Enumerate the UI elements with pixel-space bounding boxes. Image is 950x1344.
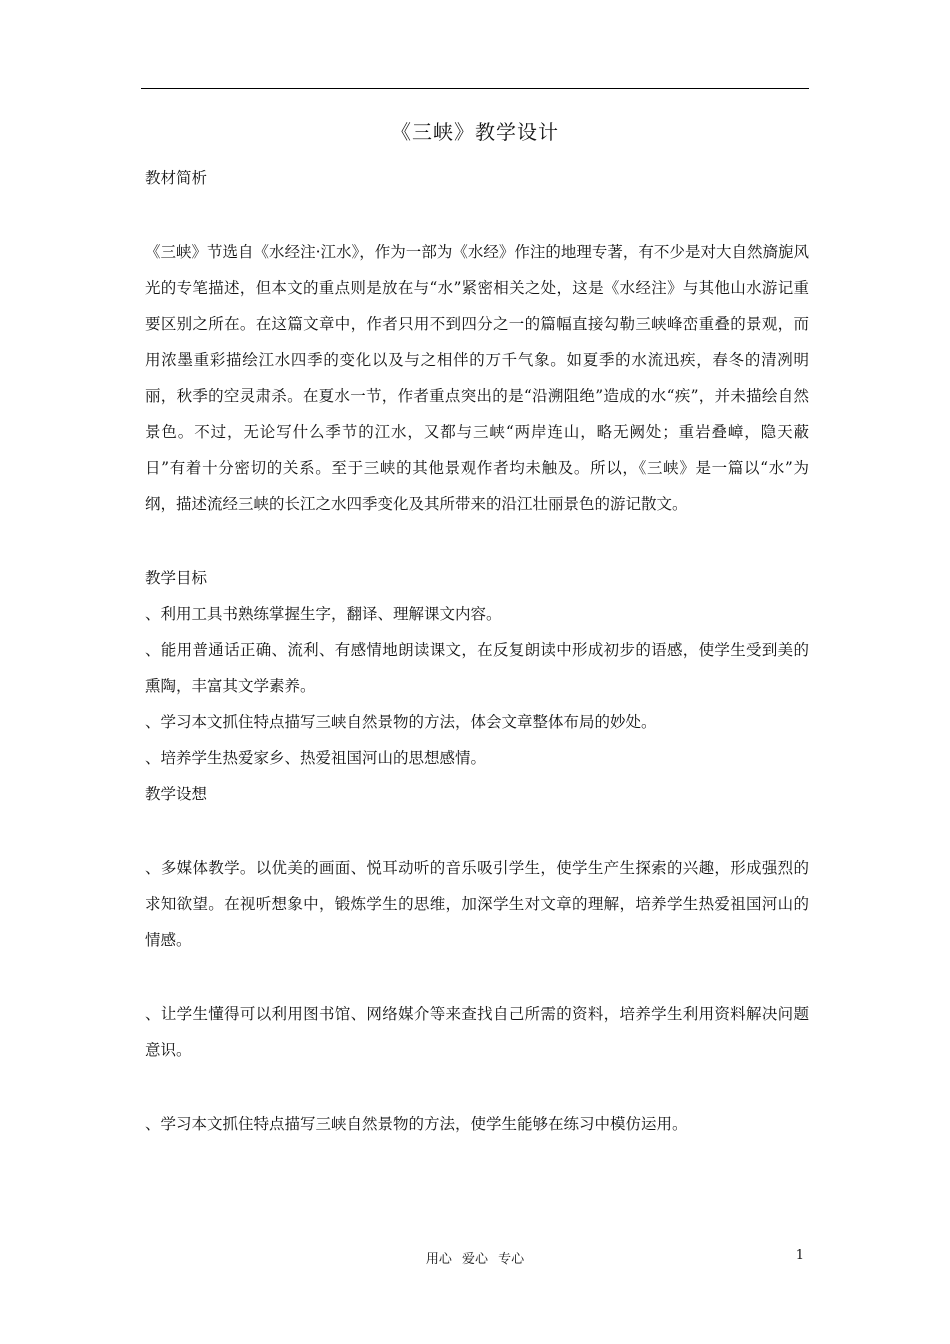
goal-item: 、学习本文抓住特点描写三峡自然景物的方法，体会文章整体布局的妙处。 xyxy=(145,713,657,731)
analysis-paragraph: 《三峡》节选自《水经注·江水》，作为一部为《水经》作注的地理专著，有不少是对大自然旖旎风光的专笔描述，但本文的重点则是放在与“水”紧密相关之处，这是《水经注》与其他山水游记重要区别之所在。在这篇文章中，作者只用不到四分之一的篇幅直接勾勒三峡峰峦重叠的景观，而用浓墨重彩描绘江水四季的变化以及与之相伴的万千气象。如夏季的水流迅疾，春冬的清冽明丽，秋季的空灵肃杀。在夏水一节，作者重点突出的是“沿溯阻绝”造成的水“疾”，并未描绘自然景色。不过，无论写什么季节的江水，又都与三峡“两岸连山，略无阙处；重岩叠嶂，隐天蔽日”有着十分密切的关系。至于三峡的其他景观作者均未触及。所以，《三峡》是一篇以“水”为纲，描述流经三峡的长江之水四季变化及其所带来的沿江壮丽景色的游记散文。 xyxy=(145,243,809,513)
goal-item: 、能用普通话正确、流利、有感情地朗读课文，在反复朗读中形成初步的语感，使学生受到美的熏陶，丰富其文学素养。 xyxy=(145,641,809,695)
section-heading-analysis: 教材简析 xyxy=(145,169,208,187)
section-heading-ideas: 教学设想 xyxy=(145,785,208,803)
idea-item: 、学习本文抓住特点描写三峡自然景物的方法，使学生能够在练习中模仿运用。 xyxy=(145,1115,688,1133)
idea-item: 、多媒体教学。以优美的画面、悦耳动听的音乐吸引学生，使学生产生探索的兴趣，形成强烈的求知欲望。在视听想象中，锻炼学生的思维，加深学生对文章的理解，培养学生热爱祖国河山的情感。 xyxy=(145,859,809,949)
spacer xyxy=(145,196,809,234)
page-title: 《三峡》教学设计 xyxy=(391,120,559,144)
idea-item: 、让学生懂得可以利用图书馆、网络媒介等来查找自己所需的资料，培养学生利用资料解决问题意识。 xyxy=(145,1005,809,1059)
page-number: 1 xyxy=(795,1248,804,1263)
goal-item: 、培养学生热爱家乡、热爱祖国河山的思想感情。 xyxy=(145,749,487,767)
header-rule xyxy=(141,88,809,89)
goal-item: 、利用工具书熟练掌握生字，翻译、理解课文内容。 xyxy=(145,605,502,623)
spacer xyxy=(145,958,809,996)
section-heading-goals: 教学目标 xyxy=(145,569,208,587)
spacer xyxy=(145,1068,809,1106)
spacer xyxy=(145,522,809,560)
document-body xyxy=(145,160,809,1142)
footer-motto: 用心 爱心 专心 xyxy=(425,1252,525,1267)
spacer xyxy=(145,812,809,850)
